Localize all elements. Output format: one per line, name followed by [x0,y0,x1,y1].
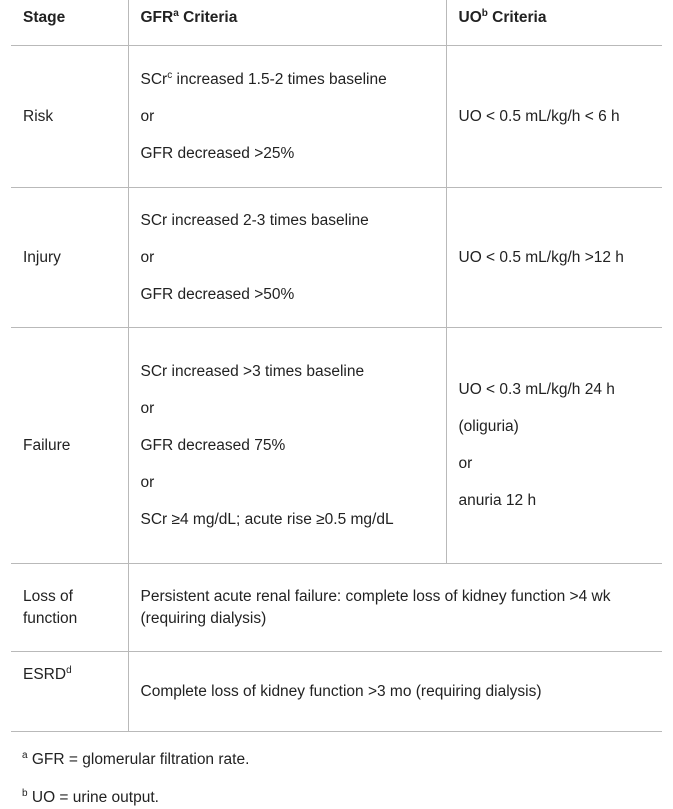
uo-cell [446,328,662,564]
footnote-b-marker: b [22,787,28,799]
table-row-failure [11,328,662,564]
uo-criterion-text: (oliguria) [458,418,519,435]
uo-criterion-text: UO < 0.5 mL/kg/h >12 h [458,248,624,266]
header-row [11,0,662,46]
description-cell [128,564,662,652]
table-row-esrd [11,652,662,732]
gfr-line [141,69,434,91]
footnote-b-text: UO = urine output. [27,789,159,806]
header-uo-footnote-marker: b [481,7,488,19]
uo-cell [446,46,662,188]
stage-label: ESRD [23,666,67,683]
stage-label: Risk [23,107,54,125]
gfr-cell [128,328,446,564]
gfr-criterion-text: GFR decreased 75% [140,436,286,454]
or-text: or [140,107,155,125]
gfr-cell [128,46,446,188]
scr-footnote-marker: c [167,69,173,81]
footnote-a-marker: a [22,749,28,761]
header-stage-label: Stage [23,9,66,26]
gfr-cell [128,188,446,328]
uo-criterion-text: anuria 12 h [458,492,537,509]
header-stage [11,0,128,46]
gfr-criterion-text: SCr increased 2-3 times baseline [140,211,369,229]
footnote-a-text: GFR = glomerular filtration rate. [27,751,250,768]
or-text: or [140,473,155,491]
stage-cell [11,46,128,188]
scr-text: SCr [140,70,168,88]
esrd-footnote-marker: d [66,664,72,676]
header-uo [446,0,662,46]
stage-cell [11,188,128,328]
stage-label: Injury [23,248,61,266]
header-uo-label: UO [458,9,482,26]
table-row-risk [11,46,662,188]
stage-label: Failure [23,436,71,454]
uo-criterion-text: UO < 0.5 mL/kg/h < 6 h [458,107,620,125]
stage-cell [11,328,128,564]
gfr-criterion-text: SCr ≥4 mg/dL; acute rise ≥0.5 mg/dL [140,510,394,528]
header-gfr-label: GFR [140,9,174,26]
header-uo-suffix: Criteria [487,9,547,26]
header-gfr-suffix: Criteria [178,9,238,26]
gfr-criterion-text: increased 1.5-2 times baseline [172,70,387,88]
table-row-loss-of-function [11,564,662,652]
header-gfr-footnote-marker: a [173,7,179,19]
or-text: or [458,455,473,472]
header-gfr [128,0,446,46]
gfr-criterion-text: GFR decreased >25% [140,144,295,162]
table-row-injury [11,188,662,328]
footnote-a [22,749,249,771]
footnote-b [22,787,159,809]
stage-cell [11,652,128,732]
stage-description: Persistent acute renal failure: complete loss of kidney function >4 wk (requiring dialysis) [140,587,611,627]
uo-criterion-text: UO < 0.3 mL/kg/h 24 h [458,381,615,398]
or-text: or [140,399,155,417]
uo-cell [446,188,662,328]
or-text: or [140,248,155,266]
stage-description: Complete loss of kidney function >3 mo (requiring dialysis) [140,682,542,700]
gfr-criterion-text: SCr increased >3 times baseline [140,362,365,380]
stage-cell [11,564,128,652]
stage-label: Loss of function [23,587,78,627]
aki-criteria-table [11,0,662,732]
description-cell [128,652,662,732]
gfr-criterion-text: GFR decreased >50% [140,285,295,303]
